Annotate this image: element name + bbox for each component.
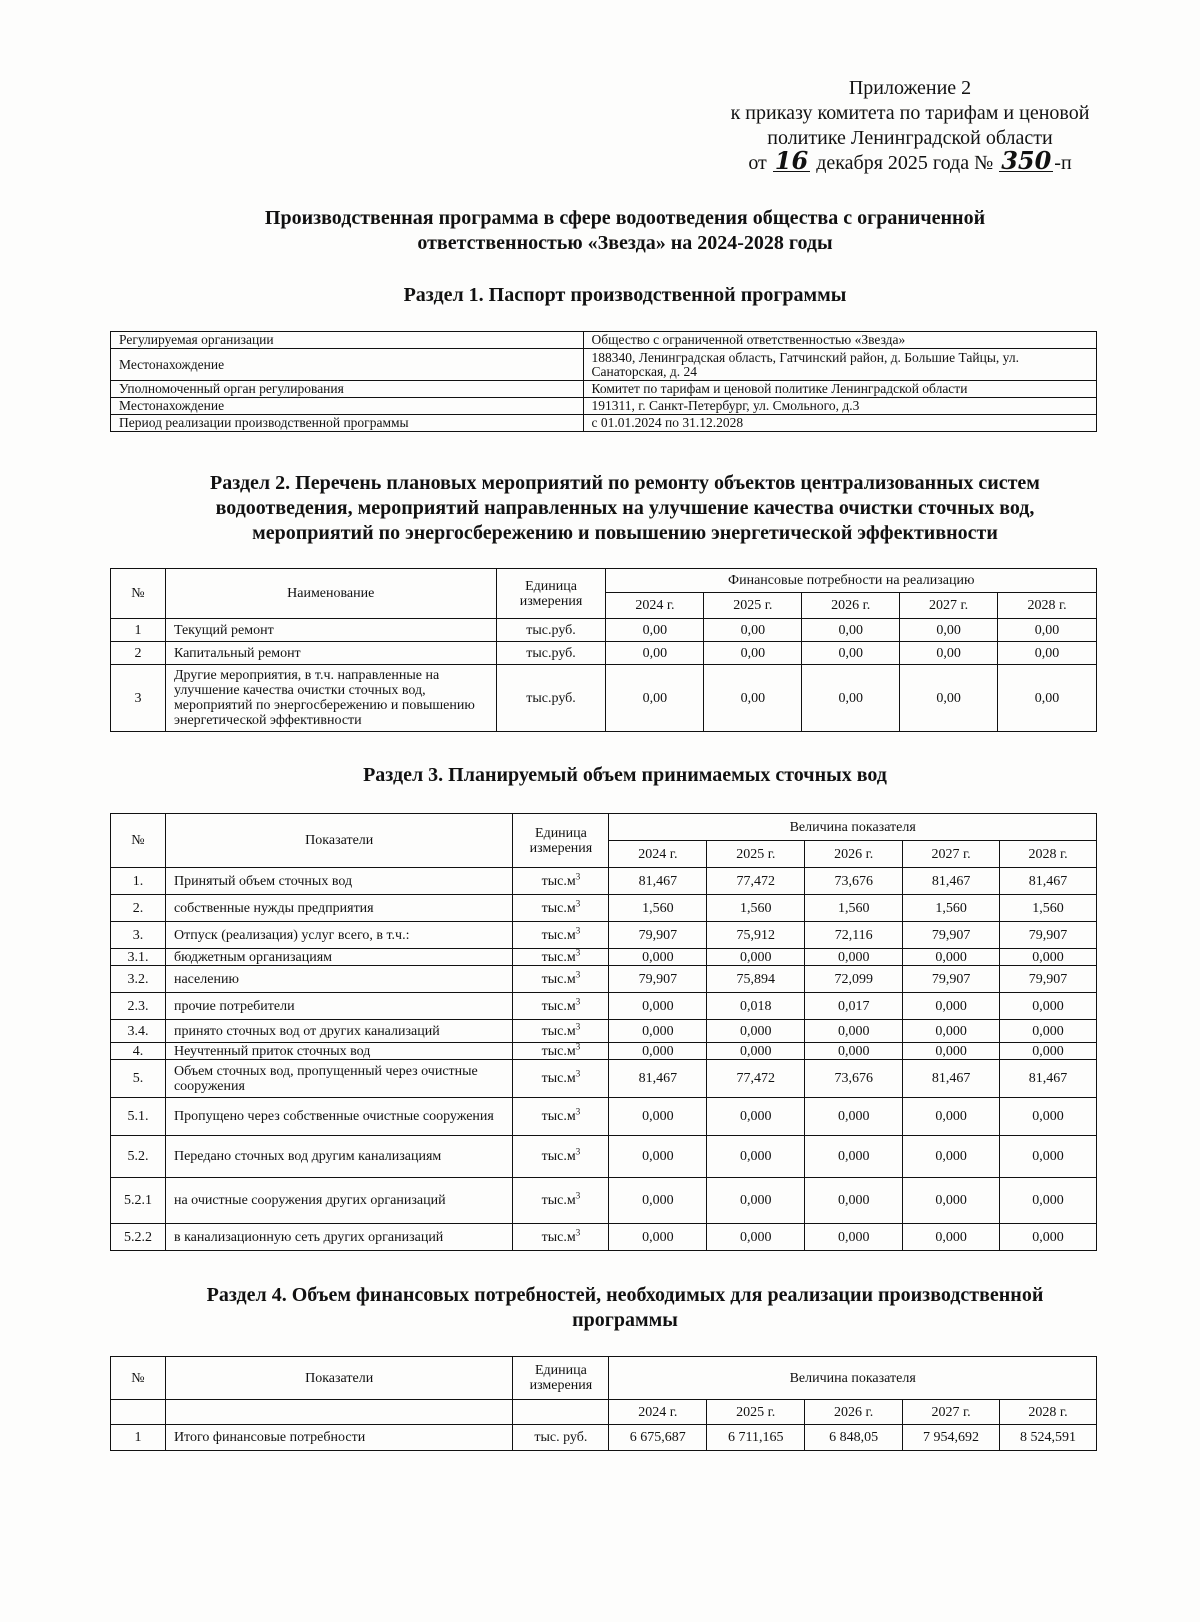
value-cell: 0,00 bbox=[900, 619, 998, 642]
passport-row bbox=[111, 332, 1097, 349]
indicator-row bbox=[111, 868, 1097, 895]
value-cell: 1,560 bbox=[1000, 895, 1097, 922]
unit-cell bbox=[513, 946, 609, 966]
indicator-row bbox=[111, 922, 1097, 949]
value-cell: 81,467 bbox=[903, 868, 1000, 895]
value-cell: 0,00 bbox=[606, 642, 704, 665]
value-cell: 0,000 bbox=[903, 1020, 1000, 1043]
order-suffix: -п bbox=[1054, 152, 1072, 174]
section2-title-line1: Раздел 2. Перечень плановых мероприятий по ремонту объектов централизованных систем bbox=[210, 472, 1040, 494]
row-number: 2. bbox=[111, 895, 166, 922]
unit-text: тыс.м bbox=[541, 1229, 576, 1245]
value-cell: 0,000 bbox=[903, 1178, 1000, 1224]
value-cell: 1,560 bbox=[805, 895, 903, 922]
row-number: 3 bbox=[111, 665, 166, 732]
value-cell: 0,000 bbox=[707, 1178, 805, 1224]
passport-label: Местонахождение bbox=[111, 398, 584, 415]
row-number: 5.1. bbox=[111, 1098, 166, 1136]
year-header: 2024 г. bbox=[606, 593, 704, 619]
value-cell: 0,000 bbox=[707, 1020, 805, 1043]
value-cell: 0,000 bbox=[1000, 1043, 1097, 1060]
unit-cell bbox=[513, 1136, 609, 1178]
value-cell: 0,000 bbox=[1000, 949, 1097, 966]
value-cell: 0,000 bbox=[707, 1224, 805, 1251]
measure-name: Текущий ремонт bbox=[165, 619, 496, 642]
year-header: 2027 г. bbox=[903, 1400, 1000, 1425]
value-cell: 0,000 bbox=[903, 1043, 1000, 1060]
passport-row bbox=[111, 398, 1097, 415]
indicator-name: прочие потребители bbox=[165, 993, 513, 1020]
col-financial-needs: Финансовые потребности на реализацию bbox=[606, 569, 1097, 593]
value-cell: 0,000 bbox=[903, 949, 1000, 966]
value-cell: 79,907 bbox=[609, 922, 707, 949]
unit-cell bbox=[513, 966, 609, 993]
unit-superscript: 3 bbox=[575, 1068, 581, 1079]
value-cell: 81,467 bbox=[1000, 1060, 1097, 1098]
year-header: 2026 г. bbox=[805, 1400, 903, 1425]
value-cell: 0,00 bbox=[704, 619, 802, 642]
col-indicators: Показатели bbox=[165, 814, 513, 868]
unit-text: тыс.м bbox=[541, 1149, 576, 1164]
value-cell: 75,894 bbox=[707, 966, 805, 993]
value-cell: 81,467 bbox=[609, 1060, 707, 1098]
unit-cell bbox=[513, 895, 609, 922]
value-cell: 0,000 bbox=[1000, 1136, 1097, 1178]
row-number: 4. bbox=[111, 1043, 166, 1060]
year-header: 2026 г. bbox=[802, 593, 900, 619]
section2-title-line3: мероприятий по энергосбережению и повышению энергетической эффективности bbox=[252, 522, 998, 544]
unit-cell bbox=[513, 1178, 609, 1224]
value-cell: 0,000 bbox=[609, 1098, 707, 1136]
value-cell: 81,467 bbox=[1000, 868, 1097, 895]
value-cell: 0,00 bbox=[802, 642, 900, 665]
row-number: 5.2. bbox=[111, 1136, 166, 1178]
passport-label: Период реализации производственной программы bbox=[111, 415, 584, 432]
unit-cell bbox=[513, 868, 609, 895]
unit-superscript: 3 bbox=[575, 870, 581, 881]
unit-superscript: 3 bbox=[575, 1146, 581, 1157]
value-cell: 0,00 bbox=[704, 642, 802, 665]
value-cell: 0,000 bbox=[903, 993, 1000, 1020]
row-number: 5.2.2 bbox=[111, 1224, 166, 1251]
value-cell: 0,000 bbox=[903, 1098, 1000, 1136]
indicator-name: Итого финансовые потребности bbox=[165, 1425, 512, 1451]
year-header: 2028 г. bbox=[1000, 1400, 1097, 1425]
row-number: 3. bbox=[111, 922, 166, 949]
order-reference: к приказу комитета по тарифам и ценовой bbox=[730, 102, 1090, 124]
year-header: 2028 г. bbox=[1000, 841, 1097, 868]
value-cell: 7 954,692 bbox=[903, 1425, 1000, 1451]
value-cell: 81,467 bbox=[609, 868, 707, 895]
section2-title bbox=[110, 471, 1140, 546]
value-cell: 0,000 bbox=[805, 949, 903, 966]
measure-name: Капитальный ремонт bbox=[165, 642, 496, 665]
unit-superscript: 3 bbox=[575, 1226, 581, 1237]
order-authority: политике Ленинградской области bbox=[767, 127, 1053, 149]
order-number: 350 bbox=[1001, 146, 1052, 175]
unit-cell bbox=[513, 1224, 609, 1251]
value-cell: 8 524,591 bbox=[1000, 1425, 1097, 1451]
indicator-row bbox=[111, 1136, 1097, 1178]
section1-title: Раздел 1. Паспорт производственной программы bbox=[403, 284, 847, 306]
unit-superscript: 3 bbox=[575, 946, 581, 957]
value-cell: 72,116 bbox=[805, 922, 903, 949]
wastewater-volume-table bbox=[110, 813, 1097, 1251]
col-indicators: Показатели bbox=[165, 1357, 512, 1400]
indicator-row bbox=[111, 966, 1097, 993]
row-number: 2.3. bbox=[111, 993, 166, 1020]
row-number: 1 bbox=[111, 1425, 166, 1451]
passport-label: Уполномоченный орган регулирования bbox=[111, 381, 584, 398]
value-cell: 6 711,165 bbox=[707, 1425, 805, 1451]
value-cell: 0,000 bbox=[805, 1043, 903, 1060]
passport-label: Местонахождение bbox=[111, 349, 584, 381]
value-cell: 0,000 bbox=[707, 1098, 805, 1136]
indicator-name: Объем сточных вод, пропущенный через очистные сооружения bbox=[165, 1060, 513, 1098]
value-cell: 0,000 bbox=[805, 1020, 903, 1043]
value-cell: 1,560 bbox=[609, 895, 707, 922]
value-cell: 0,000 bbox=[609, 1224, 707, 1251]
value-cell: 6 848,05 bbox=[805, 1425, 903, 1451]
indicator-row bbox=[111, 1224, 1097, 1251]
empty-cell bbox=[111, 1400, 166, 1425]
indicator-name: на очистные сооружения других организаций bbox=[165, 1178, 513, 1224]
col-number: № bbox=[111, 569, 166, 619]
value-cell: 0,000 bbox=[903, 1224, 1000, 1251]
value-cell: 73,676 bbox=[805, 1060, 903, 1098]
indicator-name: в канализационную сеть других организаций bbox=[165, 1224, 513, 1251]
appendix-label: Приложение 2 bbox=[848, 77, 972, 99]
section2-title-line2: водоотведения, мероприятий направленных на улучшение качества очистки сточных вод, bbox=[215, 497, 1035, 519]
year-header: 2025 г. bbox=[707, 1400, 805, 1425]
unit-cell bbox=[513, 922, 609, 949]
value-cell: 77,472 bbox=[707, 1060, 805, 1098]
value-cell: 0,000 bbox=[1000, 1178, 1097, 1224]
value-cell: 0,000 bbox=[805, 1224, 903, 1251]
value-cell: 0,000 bbox=[1000, 1224, 1097, 1251]
col-name: Наименование bbox=[165, 569, 496, 619]
col-indicator-value: Величина показателя bbox=[609, 1357, 1097, 1400]
passport-row bbox=[111, 381, 1097, 398]
value-cell: 0,000 bbox=[805, 1098, 903, 1136]
indicator-name: Пропущено через собственные очистные сооружения bbox=[165, 1098, 513, 1136]
row-number: 3.1. bbox=[111, 949, 166, 966]
section4-title-line1: Раздел 4. Объем финансовых потребностей, необходимых для реализации производственной bbox=[206, 1284, 1044, 1306]
year-header: 2026 г. bbox=[805, 841, 903, 868]
indicator-name: Принятый объем сточных вод bbox=[165, 868, 513, 895]
value-cell: 0,000 bbox=[707, 1136, 805, 1178]
document-title-line2: ответственностью «Звезда» на 2024-2028 годы bbox=[417, 232, 833, 254]
row-number: 1 bbox=[111, 619, 166, 642]
unit-superscript: 3 bbox=[575, 1190, 581, 1201]
order-day: 16 bbox=[774, 146, 809, 175]
indicator-name: бюджетным организациям bbox=[165, 949, 513, 966]
value-cell: 0,00 bbox=[900, 665, 998, 732]
indicator-name: принято сточных вод от других канализаций bbox=[165, 1020, 513, 1043]
indicator-row bbox=[111, 895, 1097, 922]
col-number: № bbox=[111, 1357, 166, 1400]
unit-cell bbox=[513, 1040, 609, 1060]
passport-value: Комитет по тарифам и ценовой политике Ленинградской области bbox=[583, 381, 1096, 398]
passport-row bbox=[111, 349, 1097, 381]
value-cell: 79,907 bbox=[609, 966, 707, 993]
row-number: 5.2.1 bbox=[111, 1178, 166, 1224]
section4-title bbox=[110, 1283, 1140, 1333]
unit-text: тыс.м bbox=[541, 873, 576, 889]
date-mid: декабря 2025 года № bbox=[816, 152, 994, 174]
passport-label: Регулируемая организации bbox=[111, 332, 584, 349]
indicator-name: собственные нужды предприятия bbox=[165, 895, 513, 922]
value-cell: 0,000 bbox=[609, 1178, 707, 1224]
value-cell: 79,907 bbox=[903, 922, 1000, 949]
passport-value: Общество с ограниченной ответственностью «Звезда» bbox=[583, 332, 1096, 349]
col-unit: Единица измерения bbox=[496, 569, 606, 619]
unit-superscript: 3 bbox=[575, 1020, 581, 1031]
unit-cell bbox=[513, 993, 609, 1020]
passport-row bbox=[111, 415, 1097, 432]
value-cell: 0,000 bbox=[609, 949, 707, 966]
unit-text: тыс.м bbox=[541, 900, 576, 916]
value-cell: 0,00 bbox=[802, 619, 900, 642]
value-cell: 0,000 bbox=[903, 1136, 1000, 1178]
indicator-row bbox=[111, 1020, 1097, 1043]
unit-text: тыс.м bbox=[541, 998, 576, 1014]
indicator-row bbox=[111, 1098, 1097, 1136]
value-cell: 72,099 bbox=[805, 966, 903, 993]
unit-text: тыс.м bbox=[541, 1109, 576, 1124]
year-header: 2025 г. bbox=[707, 841, 805, 868]
year-header: 2028 г. bbox=[998, 593, 1097, 619]
year-header: 2025 г. bbox=[704, 593, 802, 619]
document-title bbox=[110, 206, 1140, 256]
indicator-row bbox=[111, 1178, 1097, 1224]
value-cell: 0,000 bbox=[1000, 1098, 1097, 1136]
value-cell: 79,907 bbox=[1000, 922, 1097, 949]
unit-superscript: 3 bbox=[575, 897, 581, 908]
value-cell: 79,907 bbox=[903, 966, 1000, 993]
value-cell: 81,467 bbox=[903, 1060, 1000, 1098]
value-cell: 0,000 bbox=[805, 1136, 903, 1178]
value-cell: 79,907 bbox=[1000, 966, 1097, 993]
year-header: 2024 г. bbox=[609, 1400, 707, 1425]
value-cell: 0,000 bbox=[1000, 993, 1097, 1020]
row-number: 3.4. bbox=[111, 1020, 166, 1043]
value-cell: 0,00 bbox=[998, 642, 1097, 665]
order-date-line bbox=[650, 146, 1170, 176]
unit-text: тыс.м bbox=[541, 927, 576, 943]
passport-table bbox=[110, 331, 1097, 432]
unit-text: тыс.м bbox=[541, 1043, 576, 1059]
unit-text: тыс.м bbox=[541, 971, 576, 987]
section3-title: Раздел 3. Планируемый объем принимаемых сточных вод bbox=[363, 764, 887, 786]
unit-cell: тыс.руб. bbox=[496, 665, 606, 732]
unit-cell: тыс.руб. bbox=[496, 619, 606, 642]
financial-row bbox=[111, 1425, 1097, 1451]
row-number: 1. bbox=[111, 868, 166, 895]
unit-superscript: 3 bbox=[575, 924, 581, 935]
empty-cell bbox=[513, 1400, 609, 1425]
document-title-line1: Производственная программа в сфере водоотведения общества с ограниченной bbox=[264, 207, 986, 229]
appendix-header bbox=[650, 76, 1170, 176]
value-cell: 1,560 bbox=[903, 895, 1000, 922]
col-number: № bbox=[111, 814, 166, 868]
measures-table bbox=[110, 568, 1097, 732]
year-header: 2027 г. bbox=[900, 593, 998, 619]
passport-value: с 01.01.2024 по 31.12.2028 bbox=[583, 415, 1096, 432]
unit-text: тыс.м bbox=[541, 1023, 576, 1039]
row-number: 3.2. bbox=[111, 966, 166, 993]
value-cell: 0,000 bbox=[805, 1178, 903, 1224]
year-header: 2024 г. bbox=[609, 841, 707, 868]
value-cell: 0,000 bbox=[1000, 1020, 1097, 1043]
date-prefix: от bbox=[748, 152, 767, 174]
value-cell: 0,000 bbox=[609, 1020, 707, 1043]
value-cell: 0,00 bbox=[998, 665, 1097, 732]
indicator-row bbox=[111, 949, 1097, 966]
section4-title-line2: программы bbox=[572, 1309, 678, 1331]
value-cell: 75,912 bbox=[707, 922, 805, 949]
col-unit: Единица измерения bbox=[513, 1357, 609, 1400]
unit-text: тыс.м bbox=[541, 1193, 576, 1208]
year-header: 2027 г. bbox=[903, 841, 1000, 868]
value-cell: 1,560 bbox=[707, 895, 805, 922]
col-unit: Единица измерения bbox=[513, 814, 609, 868]
indicator-row bbox=[111, 1060, 1097, 1098]
value-cell: 0,00 bbox=[606, 619, 704, 642]
value-cell: 0,017 bbox=[805, 993, 903, 1020]
unit-superscript: 3 bbox=[575, 1106, 581, 1117]
indicator-name: Неучтенный приток сточных вод bbox=[165, 1043, 513, 1060]
unit-text: тыс.м bbox=[541, 949, 576, 965]
row-number: 2 bbox=[111, 642, 166, 665]
value-cell: 77,472 bbox=[707, 868, 805, 895]
value-cell: 0,00 bbox=[802, 665, 900, 732]
passport-value: 191311, г. Санкт-Петербург, ул. Смольного, д.3 bbox=[583, 398, 1096, 415]
unit-text: тыс.м bbox=[541, 1071, 576, 1086]
unit-cell bbox=[513, 1060, 609, 1098]
indicator-row bbox=[111, 993, 1097, 1020]
row-number: 5. bbox=[111, 1060, 166, 1098]
value-cell: 0,000 bbox=[609, 993, 707, 1020]
value-cell: 0,018 bbox=[707, 993, 805, 1020]
measure-row bbox=[111, 665, 1097, 732]
value-cell: 73,676 bbox=[805, 868, 903, 895]
measure-row bbox=[111, 642, 1097, 665]
value-cell: 0,00 bbox=[998, 619, 1097, 642]
value-cell: 0,00 bbox=[606, 665, 704, 732]
measure-row bbox=[111, 619, 1097, 642]
unit-cell: тыс. руб. bbox=[513, 1425, 609, 1451]
financial-needs-table bbox=[110, 1356, 1097, 1451]
unit-cell: тыс.руб. bbox=[496, 642, 606, 665]
empty-cell bbox=[165, 1400, 512, 1425]
value-cell: 6 675,687 bbox=[609, 1425, 707, 1451]
value-cell: 0,000 bbox=[609, 1136, 707, 1178]
indicator-row bbox=[111, 1043, 1097, 1060]
col-indicator-value: Величина показателя bbox=[609, 814, 1097, 841]
value-cell: 0,000 bbox=[609, 1043, 707, 1060]
unit-superscript: 3 bbox=[575, 1040, 581, 1051]
indicator-name: Передано сточных вод другим канализациям bbox=[165, 1136, 513, 1178]
indicator-name: населению bbox=[165, 966, 513, 993]
value-cell: 0,000 bbox=[707, 1043, 805, 1060]
value-cell: 0,00 bbox=[704, 665, 802, 732]
passport-value: 188340, Ленинградская область, Гатчинский район, д. Большие Тайцы, ул. Санаторская, д. 24 bbox=[583, 349, 1096, 381]
unit-superscript: 3 bbox=[575, 995, 581, 1006]
measure-name: Другие мероприятия, в т.ч. направленные на улучшение качества очистки сточных вод, мероприятий по энергосбережению и повышению энергетической эффективности bbox=[165, 665, 496, 732]
value-cell: 0,00 bbox=[900, 642, 998, 665]
unit-superscript: 3 bbox=[575, 968, 581, 979]
indicator-name: Отпуск (реализация) услуг всего, в т.ч.: bbox=[165, 922, 513, 949]
value-cell: 0,000 bbox=[707, 949, 805, 966]
unit-cell bbox=[513, 1020, 609, 1043]
unit-cell bbox=[513, 1098, 609, 1136]
